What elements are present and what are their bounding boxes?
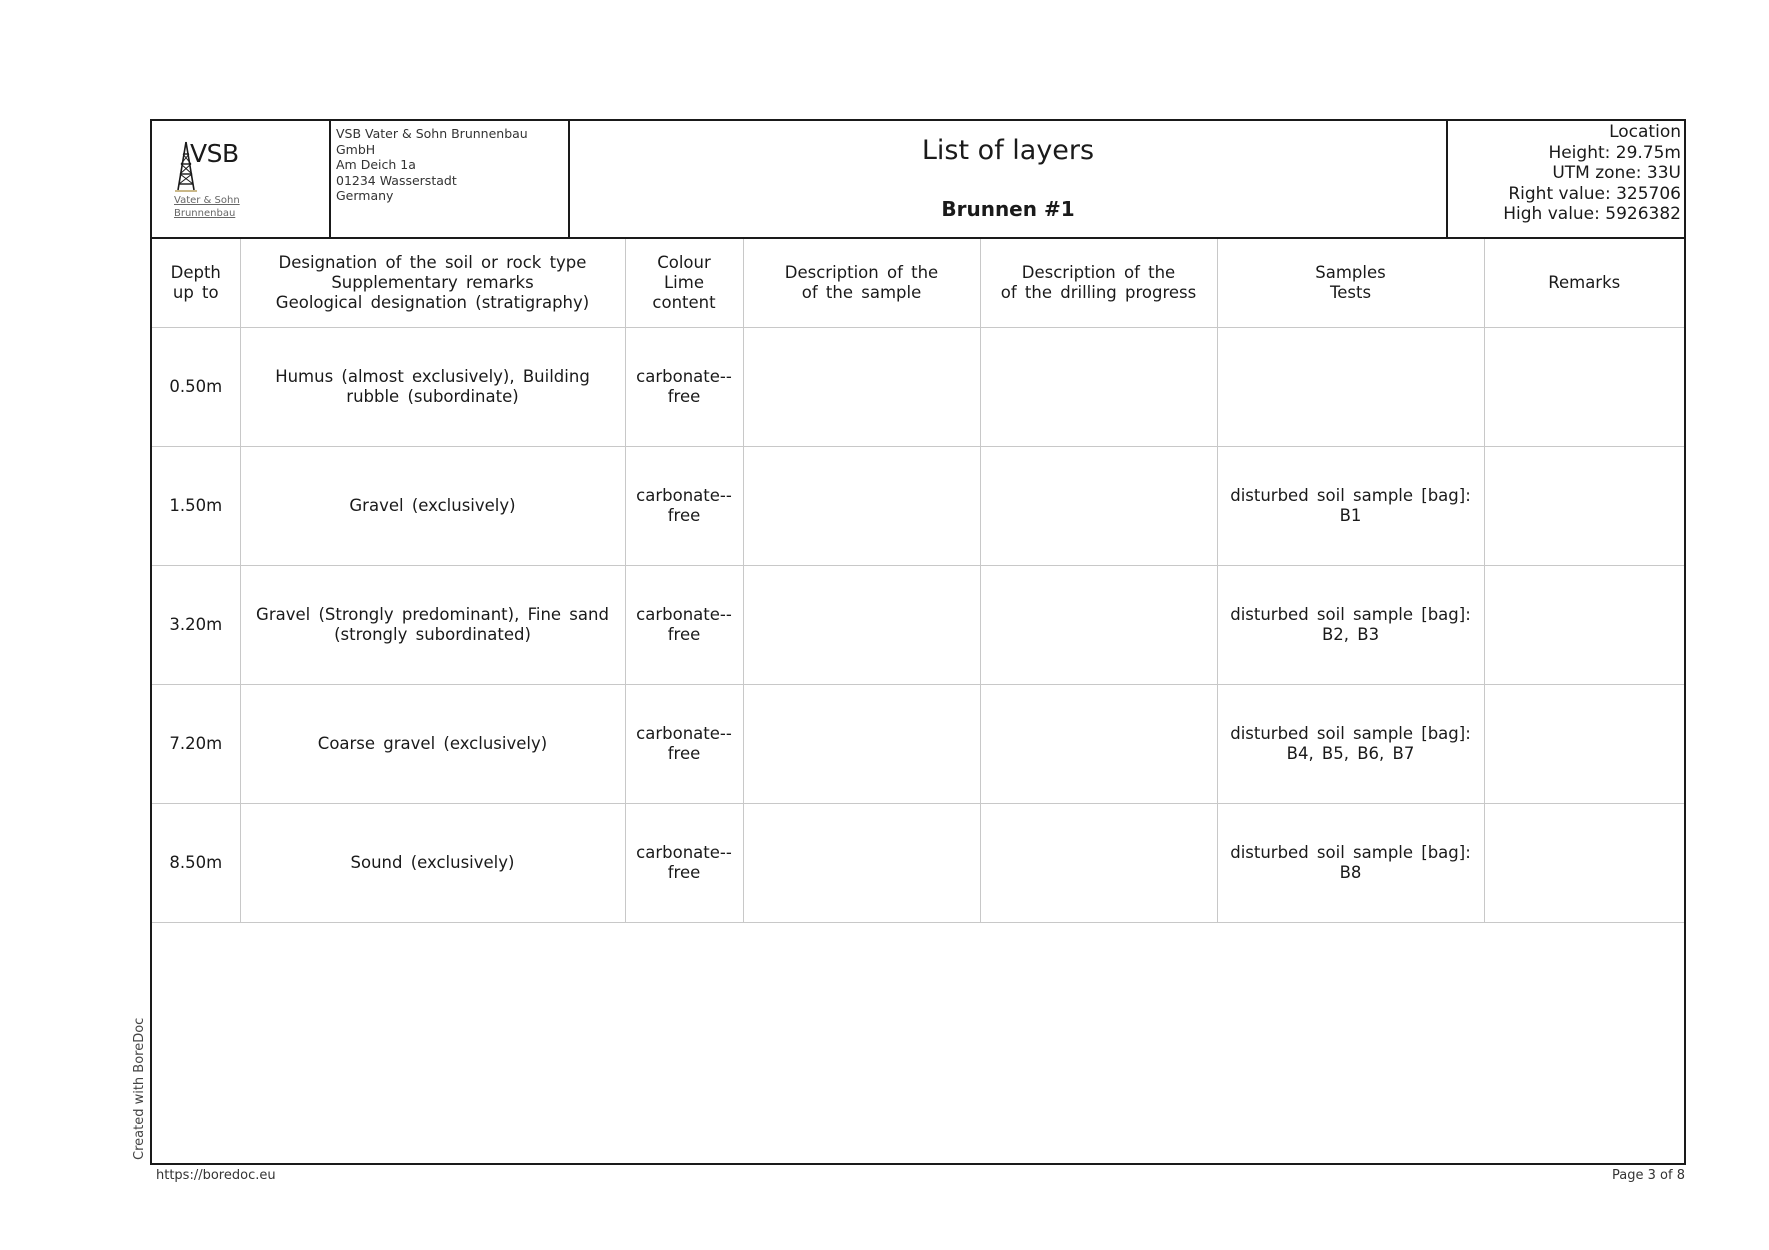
footer-url[interactable]: https://boredoc.eu: [156, 1168, 276, 1183]
header-colour: Colour Lime content: [625, 239, 743, 328]
cell-designation: Humus (almost exclusively), Building rubble (subordinate): [240, 328, 625, 447]
cell-colour: carbonate-- free: [625, 804, 743, 923]
cell-samples: disturbed soil sample [bag]: B4, B5, B6, B7: [1217, 685, 1484, 804]
cell-colour: carbonate-- free: [625, 447, 743, 566]
page-number: Page 3 of 8: [1612, 1168, 1685, 1183]
logo-subtitle-line-1: Vater & Sohn: [174, 195, 240, 206]
document-header: [152, 121, 1684, 239]
cell-sample-description: [743, 685, 980, 804]
title-cell: [570, 121, 1448, 237]
header-designation: Designation of the soil or rock type Supplementary remarks Geological designation (stratigraphy): [240, 239, 625, 328]
created-with-note: Created with BoreDoc: [132, 1017, 147, 1160]
company-address: [331, 121, 570, 237]
company-city: 01234 Wasserstadt: [336, 172, 457, 188]
cell-samples: [1217, 328, 1484, 447]
cell-remarks: [1484, 328, 1684, 447]
cell-drilling-description: [980, 685, 1217, 804]
header-remarks: Remarks: [1484, 239, 1684, 328]
cell-remarks: [1484, 566, 1684, 685]
location-right-value: Right value: 325706: [1508, 183, 1681, 204]
header-drilling-description: Description of the of the drilling progress: [980, 239, 1217, 328]
cell-sample-description: [743, 804, 980, 923]
cell-drilling-description: [980, 566, 1217, 685]
company-name: VSB Vater & Sohn Brunnenbau GmbH: [336, 126, 528, 157]
cell-designation: Sound (exclusively): [240, 804, 625, 923]
cell-remarks: [1484, 447, 1684, 566]
cell-colour: carbonate-- free: [625, 685, 743, 804]
header-samples: Samples Tests: [1217, 239, 1484, 328]
header-sample-description: Description of the of the sample: [743, 239, 980, 328]
location-high-value: High value: 5926382: [1503, 204, 1681, 224]
location-height: Height: 29.75m: [1548, 142, 1681, 163]
cell-colour: carbonate-- free: [625, 328, 743, 447]
location-block: [1448, 121, 1686, 237]
cell-remarks: [1484, 685, 1684, 804]
borehole-name: Brunnen #1: [941, 197, 1075, 221]
cell-depth: 7.20m: [152, 685, 240, 804]
document-title: List of layers: [921, 135, 1095, 166]
cell-samples: disturbed soil sample [bag]: B1: [1217, 447, 1484, 566]
header-depth: Depth up to: [152, 239, 240, 328]
logo-cell: [152, 121, 331, 237]
cell-sample-description: [743, 566, 980, 685]
cell-drilling-description: [980, 804, 1217, 923]
logo-text: VSB: [190, 139, 239, 168]
cell-samples: disturbed soil sample [bag]: B8: [1217, 804, 1484, 923]
cell-drilling-description: [980, 328, 1217, 447]
cell-depth: 1.50m: [152, 447, 240, 566]
cell-sample-description: [743, 447, 980, 566]
cell-sample-description: [743, 328, 980, 447]
logo-subtitle: [174, 194, 240, 220]
table-row: [152, 566, 1684, 685]
company-street: Am Deich 1a: [336, 157, 416, 172]
document-frame: [150, 119, 1686, 1165]
cell-drilling-description: [980, 447, 1217, 566]
cell-depth: 3.20m: [152, 566, 240, 685]
cell-designation: Gravel (Strongly predominant), Fine sand (strongly subordinated): [240, 566, 625, 685]
table-row: [152, 804, 1684, 923]
table-row: [152, 328, 1684, 447]
layers-table: [152, 239, 1684, 923]
logo-subtitle-line-2: Brunnenbau: [174, 208, 236, 219]
cell-designation: Gravel (exclusively): [240, 447, 625, 566]
cell-designation: Coarse gravel (exclusively): [240, 685, 625, 804]
cell-depth: 8.50m: [152, 804, 240, 923]
table-row: [152, 447, 1684, 566]
company-country: Germany: [336, 188, 394, 203]
cell-depth: 0.50m: [152, 328, 240, 447]
cell-samples: disturbed soil sample [bag]: B2, B3: [1217, 566, 1484, 685]
cell-remarks: [1484, 804, 1684, 923]
table-header-row: [152, 239, 1684, 328]
table-row: [152, 685, 1684, 804]
cell-colour: carbonate-- free: [625, 566, 743, 685]
location-label: Location: [1609, 122, 1681, 142]
location-utm-zone: UTM zone: 33U: [1552, 163, 1681, 183]
